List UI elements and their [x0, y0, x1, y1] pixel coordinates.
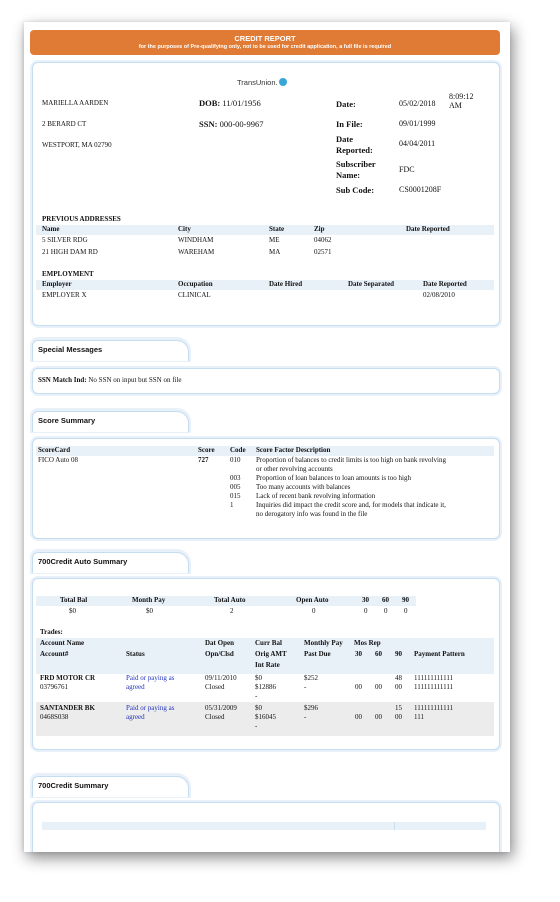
scorecard-name: FICO Auto 08	[38, 456, 79, 464]
trade1-pattern-line1: 111111111111	[414, 674, 454, 682]
auto-90: 0	[404, 607, 408, 615]
auto-totals-header-60: 60	[382, 596, 389, 604]
auto-totals-header-30: 30	[362, 596, 369, 604]
tab-auto-summary-label: 700Credit Auto Summary	[38, 557, 128, 566]
subcode-label: Sub Code:	[336, 185, 375, 195]
tab-score-summary[interactable]	[32, 411, 189, 432]
trades-header-payment-pattern: Payment Pattern	[414, 650, 465, 658]
factor-code-2: 003	[230, 474, 241, 482]
auto-totals-header-open-auto: Open Auto	[296, 596, 329, 604]
trade2-opened: 05/31/2009	[205, 704, 237, 712]
employment-row1-occupation: CLINICAL	[178, 291, 211, 299]
ssn-match-text: No SSN on input but SSN on file	[88, 376, 182, 384]
trades-header-account-name: Account Name	[40, 639, 85, 647]
infile-label: In File:	[336, 119, 363, 129]
trade1-name: FRD MOTOR CR	[40, 674, 96, 682]
trade1-60: 00	[375, 683, 382, 691]
trade1-status-line1[interactable]: Paid or paying as	[126, 674, 175, 682]
trades-header-60: 60	[375, 650, 382, 658]
time-value	[449, 92, 473, 110]
auto-open-auto: 0	[312, 607, 316, 615]
auto-60: 0	[384, 607, 388, 615]
factor-code-1: 010	[230, 456, 241, 464]
trades-header-monthly-pay: Monthly Pay	[304, 639, 343, 647]
trades-header-30: 30	[355, 650, 362, 658]
trades-label: Trades:	[40, 628, 63, 636]
factor-code-3: 005	[230, 483, 241, 491]
tab-auto-summary[interactable]	[32, 552, 189, 573]
prev-addr-row1-state: ME	[269, 236, 280, 244]
credit-report-page	[24, 22, 510, 852]
prev-addr-row1-city: WINDHAM	[178, 236, 214, 244]
score-value: 727	[198, 456, 209, 464]
trades-header-int-rate: Int Rate	[255, 661, 280, 669]
date-reported-label-line1: Date	[336, 134, 353, 144]
tab-credit-summary[interactable]	[32, 776, 189, 797]
trade1-past-due: -	[304, 683, 307, 691]
subscriber-label-line2: Name:	[336, 170, 361, 180]
auto-month-pay: $0	[146, 607, 153, 615]
banner-title: CREDIT REPORT	[234, 34, 296, 43]
prev-addr-row2-city: WAREHAM	[178, 248, 215, 256]
dob-label: DOB:	[199, 98, 221, 108]
auto-totals-header-total-auto: Total Auto	[214, 596, 246, 604]
trade2-status-line2[interactable]: agreed	[126, 713, 145, 721]
credit-summary-column-divider	[394, 822, 395, 830]
auto-totals-header-90: 90	[402, 596, 409, 604]
trades-header-90: 90	[395, 650, 402, 658]
ssn	[199, 119, 263, 129]
factor-desc-3: Too many accounts with balances	[256, 483, 351, 491]
trade2-90: 00	[395, 713, 402, 721]
report-banner	[30, 30, 500, 55]
trade2-name: SANTANDER BK	[40, 704, 95, 712]
employment-header-employer: Employer	[42, 280, 72, 288]
transunion-logo	[237, 78, 287, 87]
trade2-account: 0468S038	[40, 713, 69, 721]
date-reported-value: 04/04/2011	[399, 139, 436, 148]
subcode-value: CS0001208F	[399, 185, 442, 194]
ssn-match-label: SSN Match Ind:	[38, 376, 87, 384]
employment-header-separated: Date Separated	[348, 280, 395, 288]
auto-totals-header-total-bal: Total Bal	[60, 596, 88, 604]
time-clock: 8:09:12	[449, 92, 474, 101]
trade1-int-rate: -	[255, 692, 258, 700]
subscriber-label	[336, 159, 376, 181]
trade1-status-line2[interactable]: agreed	[126, 683, 145, 691]
date-value: 05/02/2018	[399, 99, 436, 108]
prev-addr-row1-name: 5 SILVER RDG	[42, 236, 88, 244]
ssn-label: SSN:	[199, 119, 218, 129]
credit-summary-header-band	[42, 822, 486, 830]
ssn-value: 000-00-9967	[219, 119, 264, 129]
factor-desc-5b: no derogatory info was found in the file	[256, 510, 368, 518]
factor-desc-1a: Proportion of balances to credit limits is too high on bank revolving	[256, 456, 446, 464]
trades-header-opn-clsd: Opn/Clsd	[205, 650, 234, 658]
prev-addr-header-date: Date Reported	[406, 225, 450, 233]
trades-header-past-due: Past Due	[304, 650, 331, 658]
trades-header-curr-bal: Curr Bal	[255, 639, 282, 647]
auto-totals-header-month-pay: Month Pay	[132, 596, 166, 604]
factor-desc-1b: or other revolving accounts	[256, 465, 333, 473]
factor-desc-4: Lack of recent bank revolving information	[256, 492, 376, 500]
trade1-account: 03796761	[40, 683, 68, 691]
trade2-monthly-pay: $296	[304, 704, 318, 712]
trade1-monthly-pay: $252	[304, 674, 318, 682]
factor-code-5: 1	[230, 501, 234, 509]
employment-row1-employer: EMPLOYER X	[42, 291, 87, 299]
score-header-code: Code	[230, 446, 246, 454]
consumer-address-line2: WESTPORT, MA 02790	[42, 141, 112, 149]
tab-credit-summary-label: 700Credit Summary	[38, 781, 109, 790]
infile-value: 09/01/1999	[399, 119, 436, 128]
trades-header-dat-open: Dat Open	[205, 639, 234, 647]
trade2-status-line1[interactable]: Paid or paying as	[126, 704, 175, 712]
trade2-int-rate: -	[255, 722, 258, 730]
employment-header-occupation: Occupation	[178, 280, 213, 288]
auto-total-auto: 2	[230, 607, 234, 615]
dob-value: 11/01/1956	[222, 98, 261, 108]
score-header-scorecard: ScoreCard	[38, 446, 71, 454]
auto-30: 0	[364, 607, 368, 615]
dob	[199, 98, 261, 108]
trade1-opn-clsd: Closed	[205, 683, 225, 691]
prev-addr-header-state: State	[269, 225, 285, 233]
consumer-address-line1: 2 BERARD CT	[42, 120, 87, 128]
tab-special-messages[interactable]	[32, 340, 189, 361]
factor-desc-5a: Inquiries did impact the credit score and, for models that indicate it,	[256, 501, 446, 509]
trade2-30: 00	[355, 713, 362, 721]
tab-score-summary-label: Score Summary	[38, 416, 96, 425]
trades-header-mos-rep: Mos Rep	[354, 639, 381, 647]
prev-addr-header-zip: Zip	[314, 225, 325, 233]
employment-row1-reported: 02/08/2010	[423, 291, 455, 299]
transunion-logo-text: TransUnion.	[237, 78, 278, 87]
trade2-orig-amt: $16045	[255, 713, 276, 721]
trade2-opn-clsd: Closed	[205, 713, 225, 721]
date-reported-label-line2: Reported:	[336, 145, 373, 155]
trade1-curr-bal: $0	[255, 674, 262, 682]
employment-header-reported: Date Reported	[423, 280, 467, 288]
prev-addr-header-name: Name	[42, 225, 60, 233]
score-header-description: Score Factor Description	[256, 446, 331, 454]
prev-addr-header-city: City	[178, 225, 191, 233]
factor-code-4: 015	[230, 492, 241, 500]
score-header-score: Score	[198, 446, 215, 454]
trade2-pattern-line1: 111111111111	[414, 704, 454, 712]
factor-desc-2: Proportion of loan balances to loan amounts is too high	[256, 474, 411, 482]
trade1-30: 00	[355, 683, 362, 691]
trade1-pattern-line2: 111111111111	[414, 683, 454, 691]
consumer-name: MARIELLA AARDEN	[42, 99, 109, 107]
subscriber-value: FDC	[399, 165, 415, 174]
trades-header-orig-amt: Orig AMT	[255, 650, 287, 658]
employment-title: EMPLOYMENT	[42, 270, 94, 278]
trade1-90: 00	[395, 683, 402, 691]
prev-addr-row2-name: 21 HIGH DAM RD	[42, 248, 98, 256]
date-label: Date:	[336, 99, 356, 109]
trade2-past-due: -	[304, 713, 307, 721]
prev-addr-row1-zip: 04062	[314, 236, 332, 244]
date-reported-label	[336, 134, 373, 156]
trades-header-account-number: Account#	[40, 650, 69, 658]
tab-special-messages-label: Special Messages	[38, 345, 103, 354]
trade1-mos-rep: 48	[395, 674, 402, 682]
prev-addr-row2-state: MA	[269, 248, 281, 256]
trade1-opened: 09/11/2010	[205, 674, 237, 682]
trade2-pattern-line2: 111	[414, 713, 424, 721]
trade2-60: 00	[375, 713, 382, 721]
previous-addresses-title: PREVIOUS ADDRESSES	[42, 215, 121, 223]
subscriber-label-line1: Subscriber	[336, 159, 376, 169]
trade2-mos-rep: 15	[395, 704, 402, 712]
ssn-match-message	[38, 376, 182, 384]
banner-subtitle: for the purposes of Pre-qualifying only, not to be used for credit application, a full file is required	[138, 44, 392, 50]
trade1-orig-amt: $12886	[255, 683, 276, 691]
auto-total-bal: $0	[69, 607, 76, 615]
time-ampm: AM	[449, 101, 462, 110]
trades-header-status: Status	[126, 650, 145, 658]
transunion-logo-icon	[279, 78, 287, 86]
employment-header-hired: Date Hired	[269, 280, 303, 288]
trade2-curr-bal: $0	[255, 704, 262, 712]
prev-addr-row2-zip: 02571	[314, 248, 332, 256]
